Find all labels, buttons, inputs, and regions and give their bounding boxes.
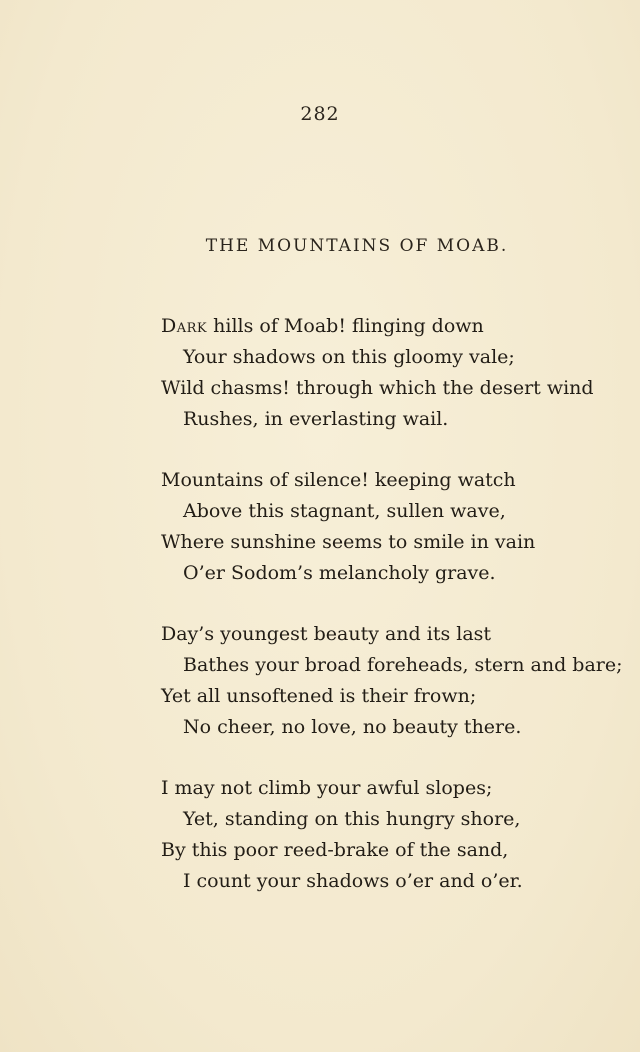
poem-line: By this poor reed-brake of the sand, (161, 839, 509, 861)
poem-line: O’er Sodom’s melancholy grave. (183, 562, 496, 584)
opening-word: Dark (161, 315, 208, 337)
poem-line: Where sunshine seems to smile in vain (161, 531, 536, 553)
poem-line: Wild chasms! through which the desert wind (161, 377, 594, 399)
poem-line: Above this stagnant, sullen wave, (183, 500, 506, 522)
page-number: 282 (300, 103, 340, 125)
poem-line: I count your shadows o’er and o’er. (183, 870, 523, 892)
poem-line: Day’s youngest beauty and its last (161, 623, 492, 645)
poem-line: Bathes your broad foreheads, stern and bare; (183, 654, 623, 676)
poem-line: Yet, standing on this hungry shore, (183, 808, 521, 830)
poem-line (161, 314, 484, 338)
poem-line: Rushes, in everlasting wail. (183, 408, 449, 430)
poem-line: I may not climb your awful slopes; (161, 777, 493, 799)
poem-line: Your shadows on this gloomy vale; (183, 346, 515, 368)
poem-line: Mountains of silence! keeping watch (161, 469, 516, 491)
poem-title: THE MOUNTAINS OF MOAB. (205, 236, 509, 256)
poem-line: Yet all unsoftened is their frown; (161, 685, 477, 707)
poem-line: No cheer, no love, no beauty there. (183, 716, 522, 738)
line-text: hills of Moab! flinging down (207, 315, 484, 337)
